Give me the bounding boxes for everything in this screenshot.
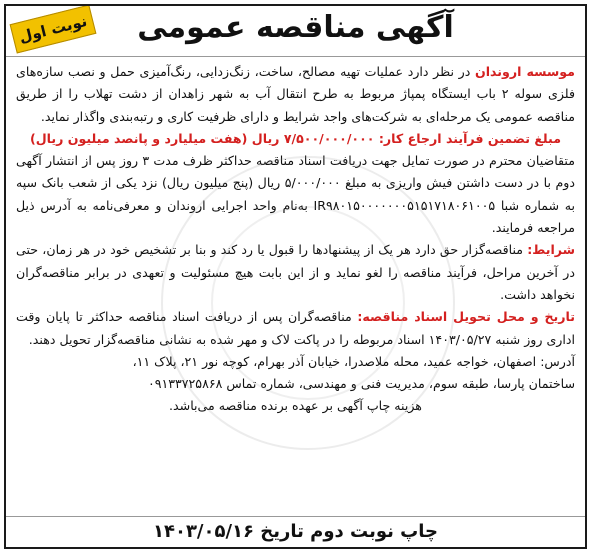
notice-body: [6, 57, 585, 418]
tender-notice: [4, 4, 587, 549]
round-badge: نوبت اول: [10, 5, 97, 54]
second-print-date: چاپ نوبت دوم تاریخ ۱۴۰۳/۰۵/۱۶: [6, 516, 585, 547]
intro-text: در نظر دارد عملیات تهیه مصالح، ساخت، زنگ‌زدایی، رنگ‌آمیزی حمل و نصب سازه‌های فلزی سوله ۲ باب ایستگاه پمپاژ مربوط به طرح انتقال آب به شهر زاهدان از دشت تهلاب را از طریق مناقصه عمومی یک مرحله‌ای به شرکت‌های واجد شرایط و دارای ظرفیت کاری و رتبه‌بندی واگذار نماید.: [16, 64, 575, 124]
publication-cost-note: هزینه چاپ آگهی بر عهده برنده مناقصه می‌باشد.: [169, 398, 422, 414]
organization-name: موسسه اروندان: [474, 64, 575, 79]
conditions-paragraph: [16, 239, 575, 306]
delivery-text: مناقصه‌گران پس از دریافت اسناد مناقصه حداکثر تا پایان وقت اداری روز شنبه ۱۴۰۳/۰۵/۲۷ اسناد مربوطه را در پاکت لاک و مهر شده به نشانی مناقصه‌گزار تحویل دهند.: [16, 309, 575, 347]
conditions-text: مناقصه‌گزار حق دارد هر یک از پیشنهادها را قبول یا رد کند و بنا بر تشخیص خود در هر زمان، حتی در آخرین مراحل، فرآیند مناقصه را لغو نماید و از این بابت هیچ مسئولیت و تعهدی در برابر مناقصه‌گران نخواهد داشت.: [16, 242, 575, 302]
delivery-label: تاریخ و محل تحویل اسناد مناقصه:: [357, 309, 575, 325]
notice-title: آگهی مناقصه عمومی: [137, 10, 454, 45]
address-line-1: آدرس: اصفهان، خواجه عمید، محله ملاصدرا، خیابان آذر بهرام، کوچه نور ۲۱، پلاک ۱۱،: [132, 353, 575, 369]
delivery-paragraph: [16, 306, 575, 351]
address-line-2: ساختمان پارسا، طبقه سوم، مدیریت فنی و مهندسی، شماره تماس ۰۹۱۳۳۷۲۵۸۶۸: [147, 376, 575, 392]
applicants-paragraph: متقاضیان محترم در صورت تمایل جهت دریافت اسناد مناقصه حداکثر ظرف مدت ۳ روز پس از انتشار آگهی دوم با در دست داشتن فیش واریزی به مبلغ ۵/۰۰۰/۰۰۰ ریال (پنج میلیون ریال) نزد یکی از شعب بانک سپه به شماره شبا IR۹۸۰۱۵۰۰۰۰۰۰۰۵۱۵۱۷۱۸۰۶۱۰۰۵ به‌نام واحد اجرایی اروندان و معرفی‌نامه به آدرس ذیل مراجعه فرمایند.: [16, 153, 575, 236]
notice-header: [6, 6, 585, 57]
guarantee-amount: مبلغ تضمین فرآیند ارجاع کار: ۷/۵۰۰/۰۰۰/۰۰۰ ریال (هفت میلیارد و پانصد میلیون ریال): [29, 130, 561, 146]
intro-paragraph: [16, 61, 575, 128]
conditions-label: شرایط:: [527, 242, 575, 258]
